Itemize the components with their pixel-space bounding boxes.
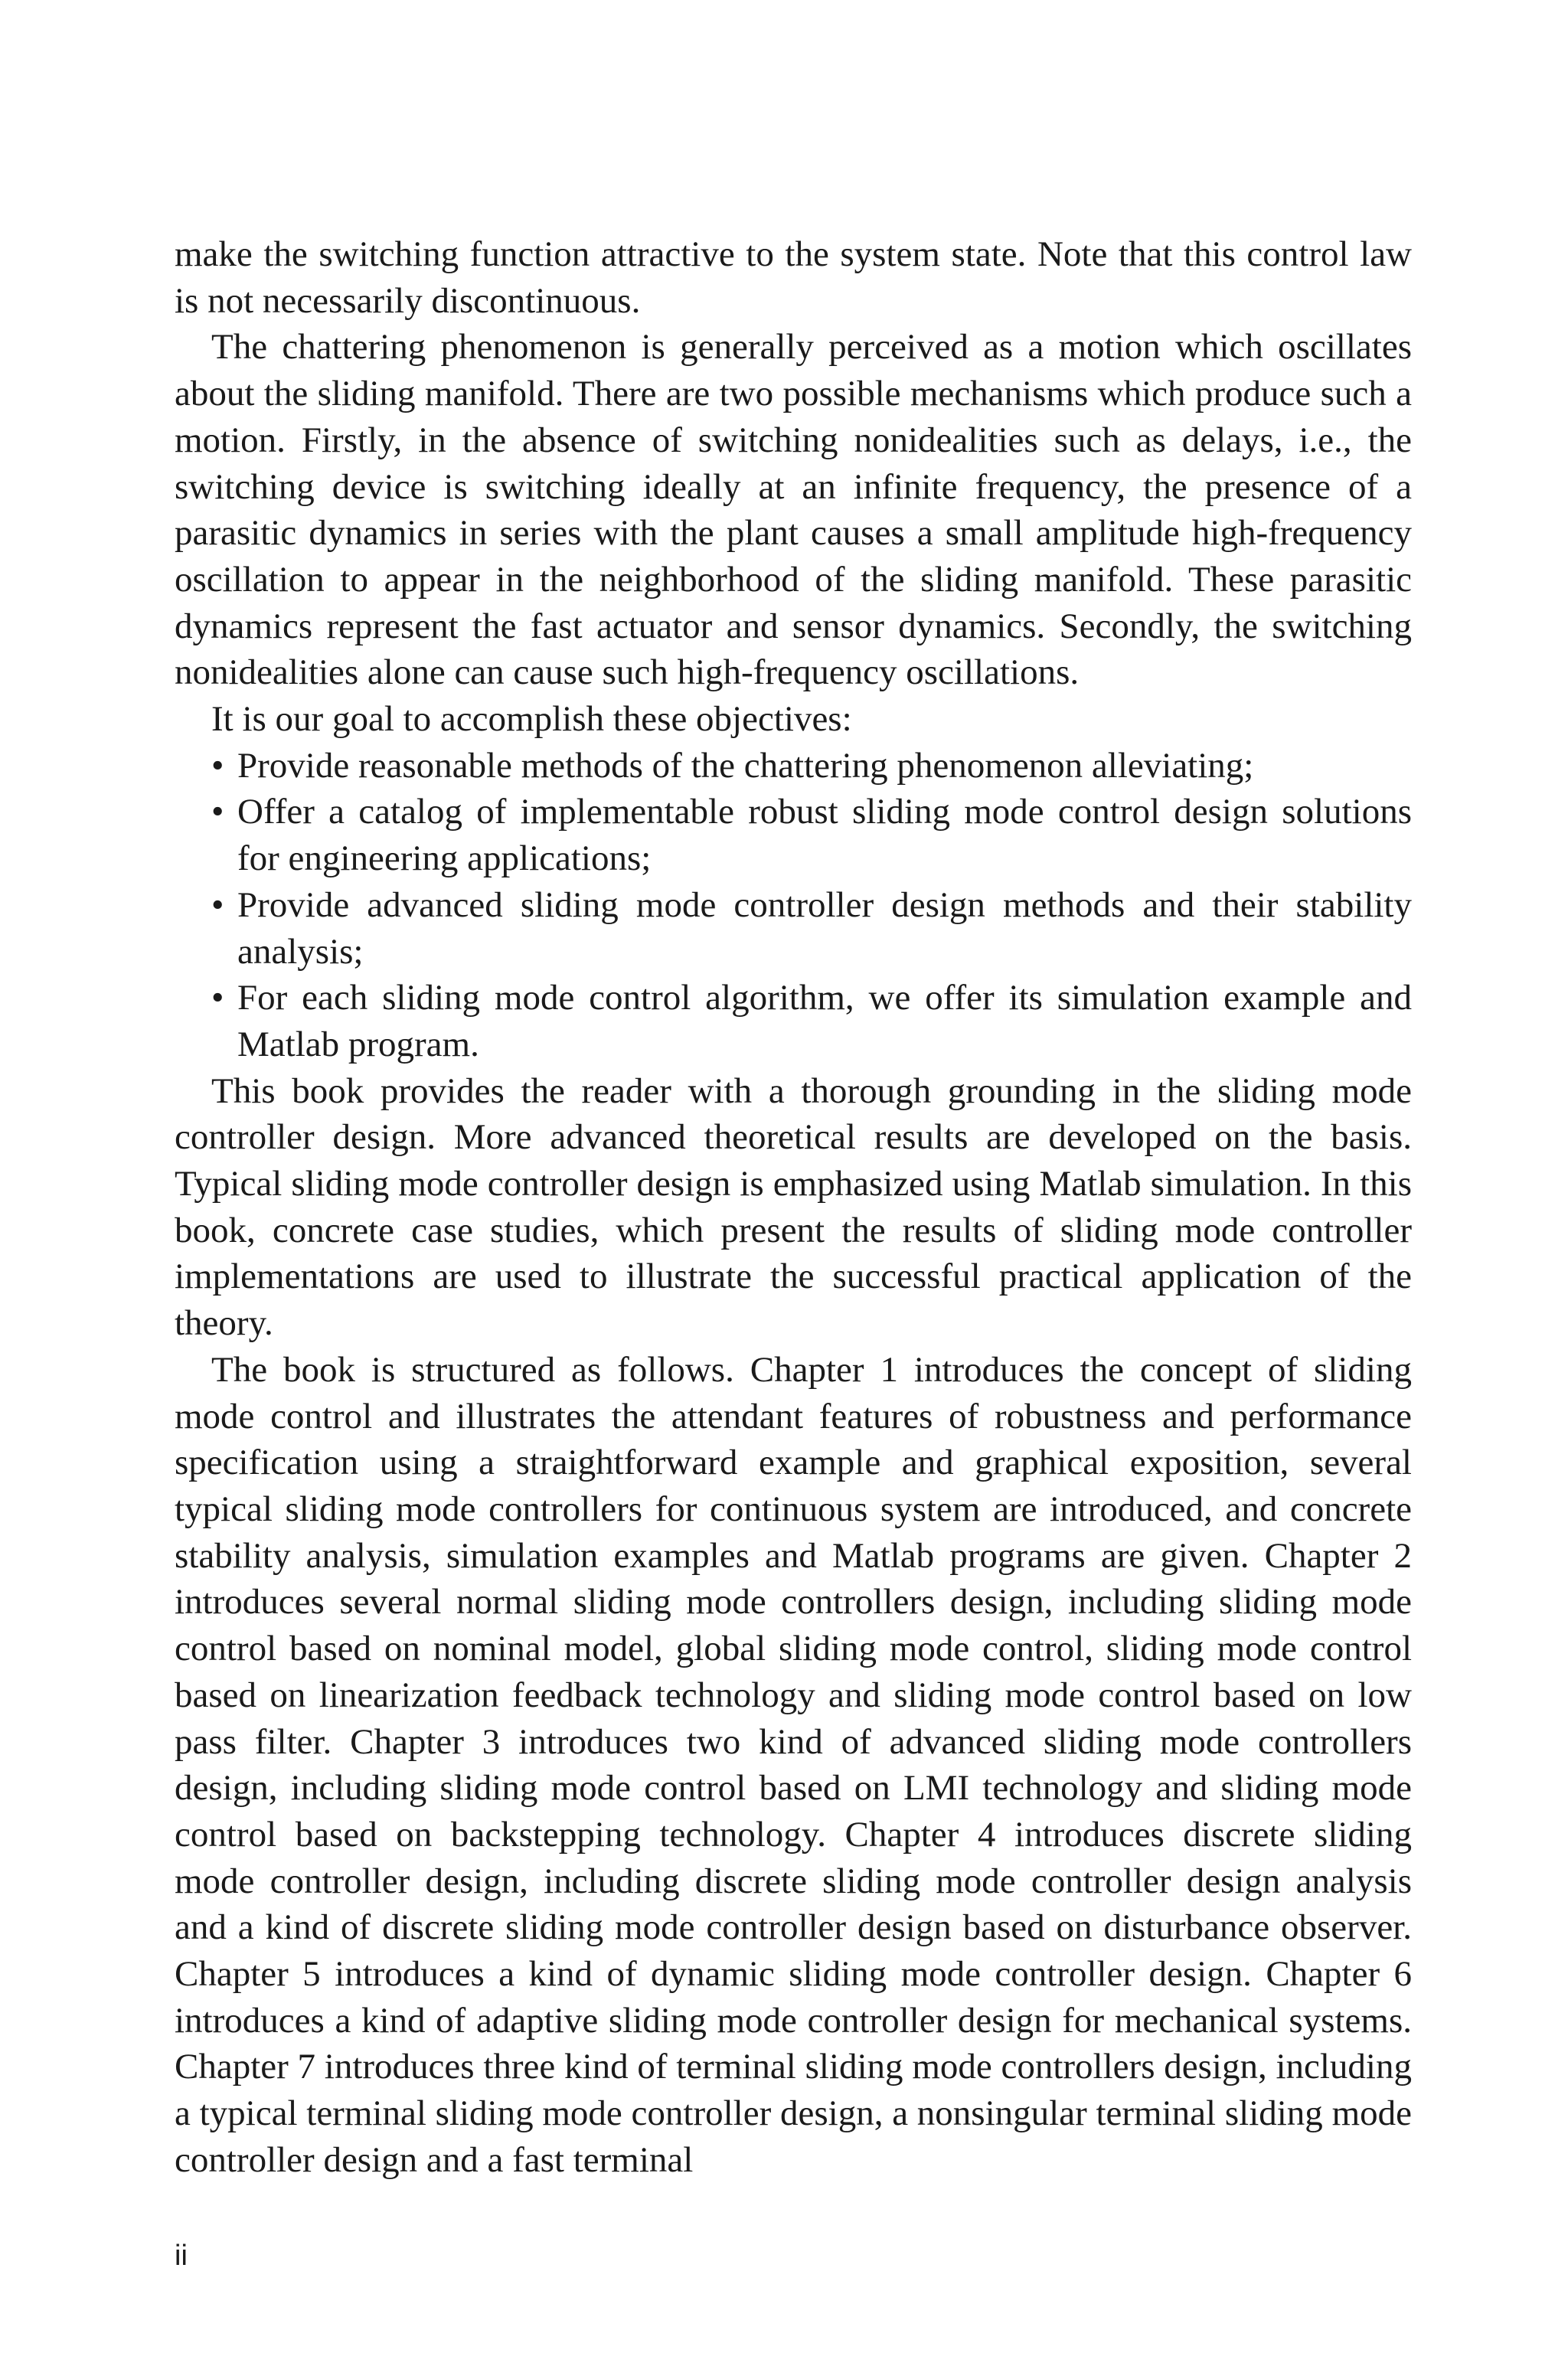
paragraph-chattering: The chattering phenomenon is generally perceived as a motion which oscillates about the sliding manifold. There are two possible mechanisms which produce such a motion. Firstly, in the absence of switching nonidealities such as delays, i.e., the switching device is switching ideally at an infinite frequency, the presence of a parasitic dynamics in series with the plant causes a small amplitude high-frequency oscillation to appear in the neighborhood of the sliding manifold. These parasitic dynamics represent the fast actuator and sensor dynamics. Secondly, the switching nonidealities alone can cause such high-frequency oscillations. — [175, 327, 1412, 693]
list-item: • Offer a catalog of implementable robust sliding mode control design solutions for engineering applications; — [175, 789, 1412, 881]
list-item: • For each sliding mode control algorithm, we offer its simulation example and Matlab program. — [175, 975, 1412, 1067]
bullet-icon: • — [211, 792, 224, 832]
paragraph-objectives-intro: It is our goal to accomplish these objectives: — [211, 699, 852, 740]
list-item: • Provide advanced sliding mode controller design methods and their stability analysis; — [175, 882, 1412, 975]
bullet-icon: • — [211, 745, 224, 786]
list-item: • Provide reasonable methods of the chattering phenomenon alleviating; — [175, 743, 1412, 789]
bullet-icon: • — [211, 978, 224, 1018]
bullet-icon: • — [211, 884, 224, 925]
paragraph-book-structure: The book is structured as follows. Chapter 1 introduces the concept of sliding mode control and illustrates the attendant features of robustness and performance specification using a straightforward example and graphical exposition, several typical sliding mode controllers for continuous system are introduced, and concrete stability analysis, simulation examples and Matlab programs are given. Chapter 2 introduces several normal sliding mode controllers design, including sliding mode control based on nominal model, global sliding mode control, sliding mode control based on linearization feedback technology and sliding mode control based on low pass filter. Chapter 3 introduces two kind of advanced sliding mode controllers design, including sliding mode control based on LMI technology and sliding mode control based on backstepping technology. Chapter 4 introduces discrete sliding mode controller design, including discrete sliding mode controller design analysis and a kind of discrete sliding mode controller design based on disturbance observer. Chapter 5 introduces a kind of dynamic sliding mode controller design. Chapter 6 introduces a kind of adaptive sliding mode controller design for mechanical systems. Chapter 7 introduces three kind of terminal sliding mode controllers design, including a typical terminal sliding mode controller design, a nonsingular terminal sliding mode controller design and a fast terminal — [175, 1349, 1412, 2180]
page-number: ii — [175, 2240, 188, 2272]
paragraph-continuation: make the switching function attractive to the system state. Note that this control law is not necessarily discontinuous. — [175, 234, 1412, 321]
body-text — [175, 231, 1412, 2184]
paragraph-book-overview: This book provides the reader with a thorough grounding in the sliding mode controller design. More advanced theoretical results are developed on the basis. Typical sliding mode controller design is emphasized using Matlab simulation. In this book, concrete case studies, which present the results of sliding mode controller implementations are used to illustrate the successful practical application of the theory. — [175, 1070, 1412, 1344]
objectives-list — [175, 743, 1412, 1068]
